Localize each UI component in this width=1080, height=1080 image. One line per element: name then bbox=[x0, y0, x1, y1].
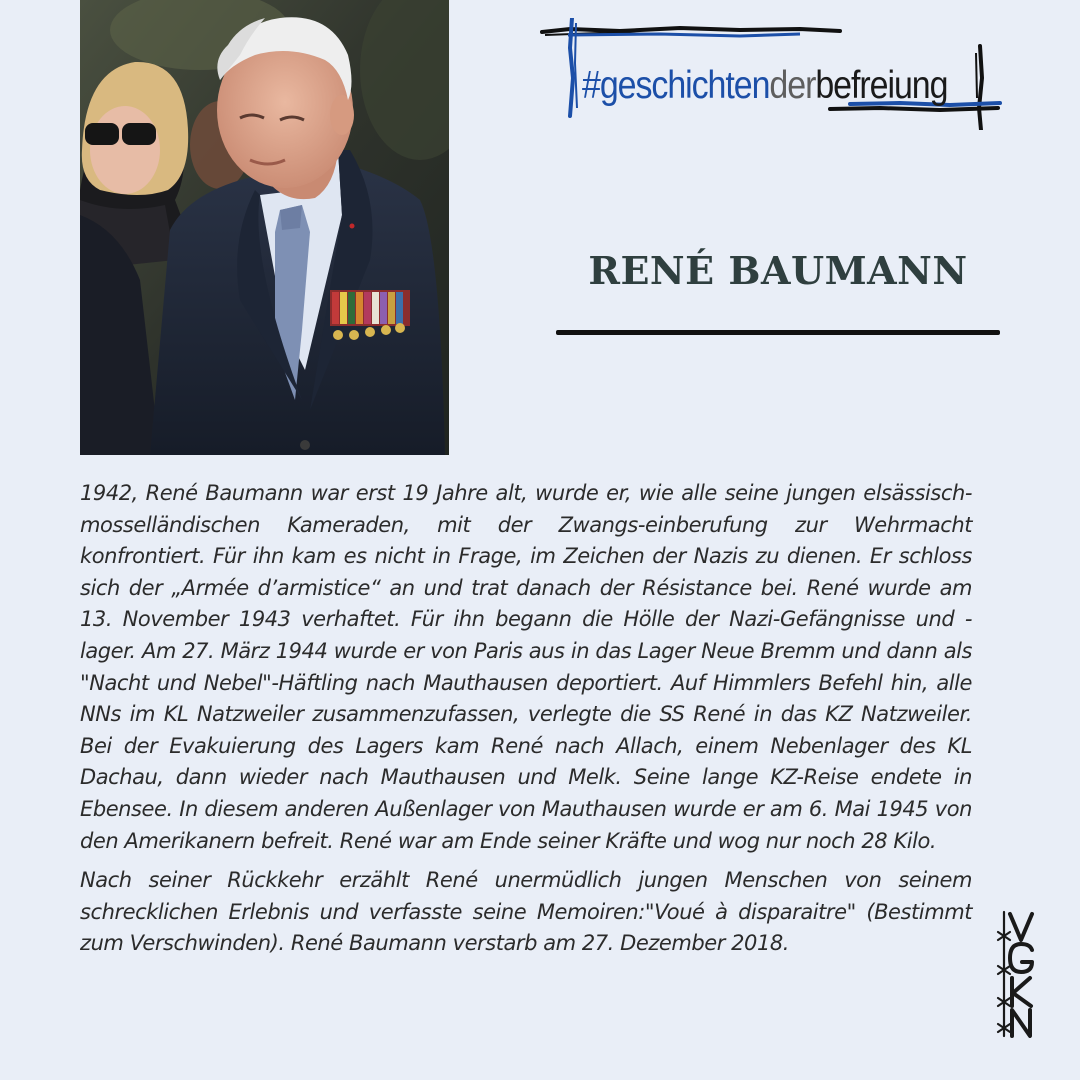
biography-paragraph-1: 1942, René Baumann war erst 19 Jahre alt, wurde er, wie alle seine jungen elsässisch-mosselländischen Kameraden, mit der Zwangs-einberufung zur Wehrmacht konfrontiert. Für ihn kam es nicht in Frage, im Zeichen der Nazis zu dienen. Er schloss sich der „Armée d’armistice“ an und trat danach der Résistance bei. René wurde am 13. November 1943 verhaftet. Für ihn begann die Hölle der Nazi-Gefängnisse und -lager. Am 27. März 1944 wurde er von Paris aus in das Lager Neue Bremm und dann als "Nacht und Nebel"-Häftling nach Mauthausen deportiert. Auf Himmlers Befehl hin, alle NNs im KL Natzweiler zusammenzufassen, verlegte die SS René in das KZ Natzweiler. Bei der Evakuierung des Lagers kam René nach Allach, einem Nebenlager des KL Dachau, dann wieder nach Mauthausen und Melk. Seine lange KZ-Reise endete in Ebensee. In diesem anderen Außenlager von Mauthausen wurde er am 6. Mai 1945 von den Amerikanern befreit. René war am Ende seiner Kräfte und wog nur noch 28 Kilo. bbox=[80, 481, 972, 853]
hashtag-part-geschichten: #geschichten bbox=[582, 64, 770, 107]
title-divider bbox=[556, 330, 1000, 335]
portrait-photo bbox=[80, 0, 449, 455]
hashtag-logo bbox=[540, 18, 1005, 130]
vgkn-logo-graphic bbox=[990, 910, 1038, 1038]
page-title: RENÉ BAUMANN bbox=[588, 248, 968, 293]
biography-text bbox=[80, 478, 972, 960]
biography-paragraph-2: Nach seiner Rückkehr erzählt René unermüdlich jungen Menschen von seinem schrecklichen Erlebnis und verfasste seine Memoiren:"Voué à disparaitre" (Bestimmt zum Verschwinden). René Baumann verstarb am 27. Dezember 2018. bbox=[80, 868, 972, 956]
vgkn-logo bbox=[990, 910, 1038, 1038]
portrait-illustration bbox=[80, 0, 449, 455]
hashtag-part-der: der bbox=[769, 64, 816, 107]
hashtag-part-befreiung: befreiung bbox=[815, 64, 948, 107]
hashtag-text bbox=[582, 66, 947, 105]
